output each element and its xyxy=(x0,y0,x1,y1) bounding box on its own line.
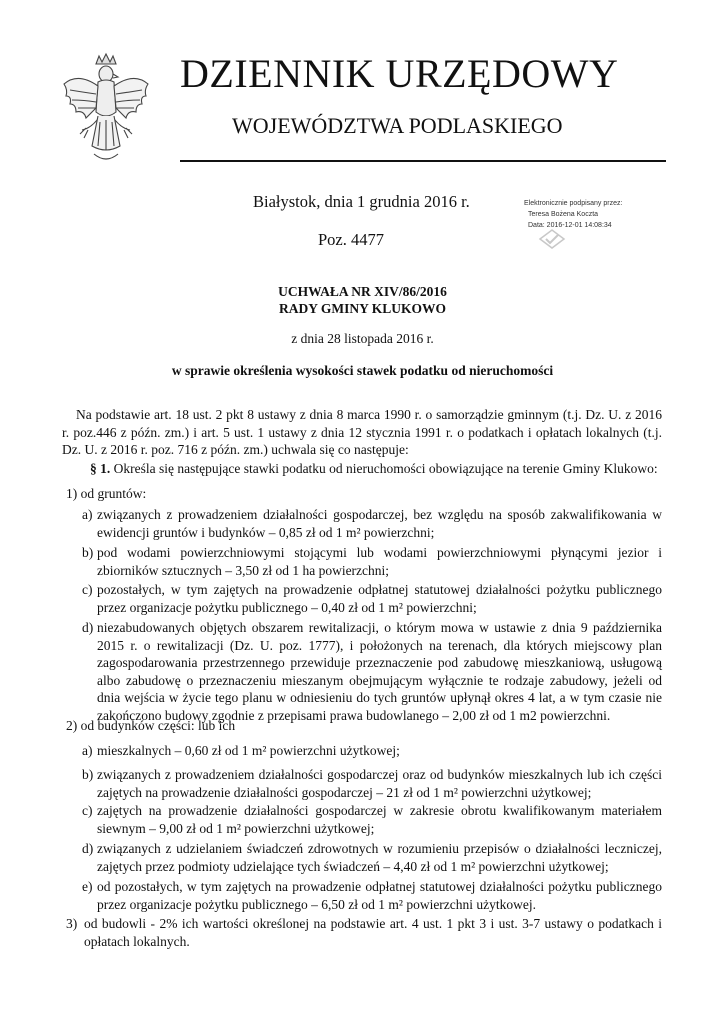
electronic-signature xyxy=(524,198,684,258)
publication-date: Białystok, dnia 1 grudnia 2016 r. xyxy=(253,192,470,211)
list-item: d) związanych z udzielaniem świadczeń zdrowotnych w rozumieniu przepisów o działalności leczniczej, zajętych przez podmioty udzielające tych świadczeń – 4,40 zł od 1 m² powierzchni użytkowej; xyxy=(82,841,662,874)
preamble: Na podstawie art. 18 ust. 2 pkt 8 ustawy z dnia 8 marca 1990 r. o samorządzie gminnym (t.j. Dz. U. z 2016 r. poz.446 z późn. zm.) i art. 5 ust. 1 ustawy z dnia 12 stycznia 1991 r. o podatkach i opłatach lokalnych (t.j. Dz. U. z 2016 r. poz. 716 z późn. zm.) uchwala się co następuje: xyxy=(62,407,662,457)
resolution-body: RADY GMINY KLUKOWO xyxy=(279,301,446,316)
item-3-label: 3) xyxy=(66,916,78,931)
polish-eagle-emblem-icon xyxy=(58,50,154,170)
list-item: a) mieszkalnych – 0,60 zł od 1 m² powierzchni użytkowej; xyxy=(82,743,400,758)
signature-label: Elektronicznie podpisany przez: xyxy=(524,200,623,207)
list-item: a) związanych z prowadzeniem działalności gospodarczej, bez względu na sposób zakwalifikowania w ewidencji gruntów i budynków – 0,85 zł od 1 m² powierzchni; xyxy=(82,507,662,540)
list-item: c) pozostałych, w tym zajętych na prowadzenie odpłatnej statutowej działalności pożytku publicznego przez organizacje pożytku publicznego – 0,40 zł od 1 m² powierzchni; xyxy=(82,582,662,615)
header-divider xyxy=(180,160,666,162)
signature-date: Data: 2016-12-01 14:08:34 xyxy=(528,222,612,229)
resolution-subject: w sprawie określenia wysokości stawek podatku od nieruchomości xyxy=(171,363,554,378)
journal-title: DZIENNIK URZĘDOWY xyxy=(180,51,619,96)
checkmark-stamp-icon xyxy=(538,228,566,250)
resolution-number: UCHWAŁA NR XIV/86/2016 xyxy=(278,284,447,299)
list-item: b) związanych z prowadzeniem działalności gospodarczej oraz od budynków mieszkalnych lub ich części zajętych na prowadzenie działalności gospodarczej – 21 zł od 1 m² powierzchni użytkowej; xyxy=(82,767,662,800)
position-number: Poz. 4477 xyxy=(318,230,384,249)
list-item: d) niezabudowanych objętych obszarem rewitalizacji, o którym mowa w ustawie z dnia 9 października 2015 r. o rewitalizacji (Dz. U. poz. 1777), i położonych na terenach, dla których miejscowy plan zagospodarowania przestrzennego przewiduje przeznaczenie pod zabudowę mieszkaniową, usługową albo zabudowę o przeznaczeniu mieszanym obejmującym wyłącznie te rodzaje zabudowy, jeżeli od dnia wejścia w życie tego planu w odniesieniu do tych gruntów upłynął okres 4 lat, a w tym czasie nie zakończono budowy zgodnie z przepisami prawa budowlanego – 2,00 zł od 1 m2 powierzchni. xyxy=(82,620,662,723)
signature-signer: Teresa Bożena Koczta xyxy=(528,211,599,218)
journal-subtitle: WOJEWÓDZTWA PODLASKIEGO xyxy=(232,113,563,138)
item-2-title: 2) od budynków części: lub ich xyxy=(66,718,236,733)
list-item: c) zajętych na prowadzenie działalności gospodarczej w zakresie obrotu kwalifikowanym materiałem siewnym – 9,00 zł od 1 m² powierzchni użytkowej; xyxy=(82,803,662,836)
item-3 xyxy=(66,915,662,950)
section-1-marker: § 1. xyxy=(90,461,111,476)
item-1-title: 1) od gruntów: xyxy=(66,486,147,501)
list-item: e) od pozostałych, w tym zajętych na prowadzenie odpłatnej statutowej działalności pożytku publicznego przez organizacje pożytku publicznego – 6,50 zł od 1 m² powierzchni użytkowej. xyxy=(82,879,662,912)
item-3-text: od budowli - 2% ich wartości określonej na podstawie art. 4 ust. 1 pkt 3 i ust. 3-7 ustawy o podatkach i opłatach lokalnych. xyxy=(84,916,662,949)
section-1 xyxy=(90,460,670,478)
resolution-date: z dnia 28 listopada 2016 r. xyxy=(291,331,434,346)
list-item: b) pod wodami powierzchniowymi stojącymi lub wodami powierzchniowymi płynącymi jezior i zbiorników sztucznych – 3,50 zł od 1 ha powierzchni; xyxy=(82,545,662,578)
section-1-text: Określa się następujące stawki podatku od nieruchomości obowiązujące na terenie Gminy Klukowo: xyxy=(113,461,658,476)
